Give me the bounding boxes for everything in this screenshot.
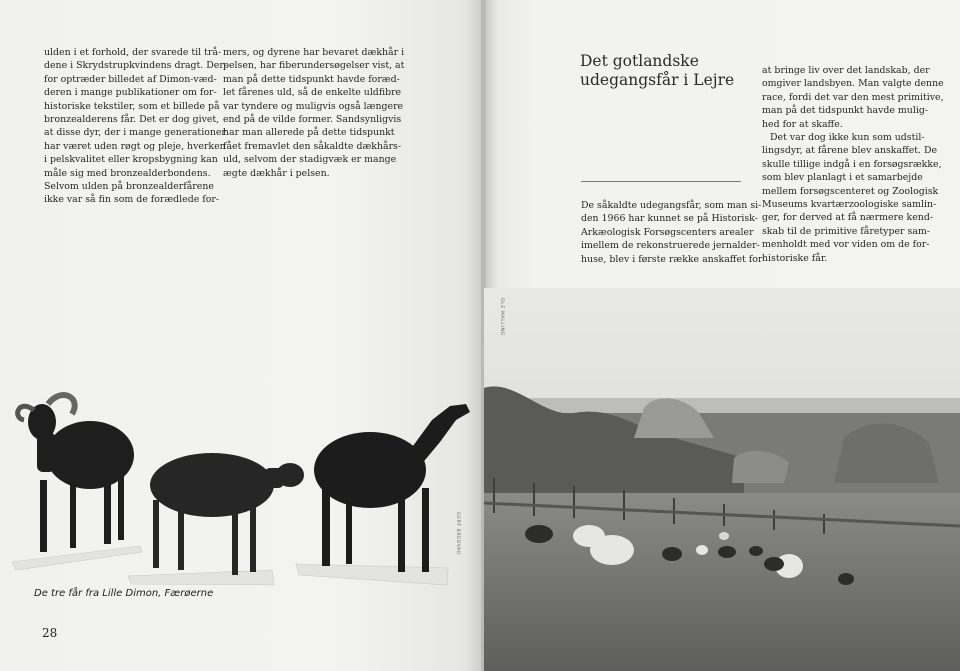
- text-line: mers, og dyrene har bevaret dækhår i: [223, 47, 405, 58]
- text-line: ulden i et forhold, der svarede til trå-: [44, 47, 222, 58]
- text-line: race, fordi det var den mest primitive,: [762, 91, 944, 103]
- text-line: måle sig med bronzealderbondens.: [44, 167, 211, 179]
- text-line: dene i Skrydstrupkvindens dragt. Der-: [44, 60, 227, 72]
- text-line: at bringe liv over det landskab, der: [762, 65, 930, 76]
- text-line: Arkæologisk Forsøgscenters arealer: [581, 226, 754, 238]
- text-line: ikke var så fin som de forædlede for-: [44, 194, 219, 206]
- text-line: var tyndere og muligvis også længere: [223, 100, 404, 112]
- text-line: imellem de rekonstruerede jernalder-: [581, 240, 760, 252]
- text-line: Selvom ulden på bronzealderfårene: [44, 181, 214, 193]
- text-line: uld, selvom der stadigvæk er mange: [223, 154, 397, 166]
- text-line: ægte dækhår i pelsen.: [223, 167, 330, 179]
- photo-credit-left: GERT BREDVAD: [455, 512, 460, 556]
- village-landscape-image: [484, 288, 960, 671]
- text-line: let fårenes uld, så de enkelte uldfibre: [223, 87, 402, 99]
- right-text-column: [762, 64, 944, 265]
- text-line: man på dette tidspunkt havde foræd-: [223, 73, 400, 85]
- section-heading: [580, 52, 734, 90]
- text-line: Museums kvartærzoologiske samlin-: [762, 199, 937, 211]
- text-line: man på det tidspunkt havde mulig-: [762, 105, 928, 117]
- text-line: De såkaldte udegangsfår, som man si-: [581, 200, 762, 211]
- photo-credit-right: OLE MALLING: [499, 298, 504, 336]
- text-line: fået fremavlet den såkaldte dækhårs-: [223, 140, 402, 152]
- left-text-column-2: [223, 46, 404, 180]
- page-number: 28: [42, 626, 58, 640]
- text-line: den 1966 har kunnet se på Historisk-: [581, 213, 758, 225]
- right-intro-column: [581, 199, 762, 266]
- text-line: historiske får.: [762, 252, 828, 264]
- text-line: omgiver landsbyen. Man valgte denne: [762, 78, 944, 90]
- text-line: end på de vilde former. Sandsynligvis: [223, 114, 402, 126]
- text-line: hed for at skaffe.: [762, 118, 843, 130]
- text-line: skulle tillige indgå i en forsøgsrække,: [762, 158, 942, 170]
- text-line: historiske tekstiler, som et billede på: [44, 100, 220, 112]
- text-line: har været uden røgt og pleje, hverken: [44, 140, 226, 152]
- text-line: i pelskvalitet eller kropsbygning kan: [44, 154, 218, 166]
- text-line: bronzealderens får. Det er dog givet,: [44, 114, 220, 126]
- text-line: ger, for derved at få nærmere kend-: [762, 212, 933, 224]
- text-line: har man allerede på dette tidspunkt: [223, 127, 395, 139]
- left-text-column-1: [44, 46, 227, 207]
- text-line: at disse dyr, der i mange generationer: [44, 127, 226, 139]
- text-line: mellem forsøgscenteret og Zoologisk: [762, 185, 939, 197]
- heading-line: Det gotlandske: [580, 52, 699, 70]
- text-line: huse, blev i første række anskaffet for: [581, 253, 763, 265]
- text-line: Det var dog ikke kun som udstil-: [770, 132, 925, 144]
- landscape-photo: [484, 288, 960, 671]
- heading-rule: [581, 181, 741, 182]
- text-line: pelsen, har fiberundersøgelser vist, at: [223, 60, 405, 72]
- text-line: skab til de primitive fåretyper sam-: [762, 225, 930, 237]
- text-line: lingsdyr, at fårene blev anskaffet. De: [762, 145, 938, 157]
- heading-line: udegangsfår i Lejre: [580, 71, 735, 89]
- text-line: som blev planlagt i et samarbejde: [762, 172, 923, 184]
- text-line: menholdt med vor viden om de for-: [762, 239, 930, 251]
- text-line: for optræder billedet af Dimon-væd-: [44, 73, 217, 85]
- figure-caption: De tre får fra Lille Dimon, Færøerne: [34, 588, 214, 599]
- text-line: deren i mange publikationer om for-: [44, 87, 217, 99]
- sheep-figures-image: [0, 380, 484, 600]
